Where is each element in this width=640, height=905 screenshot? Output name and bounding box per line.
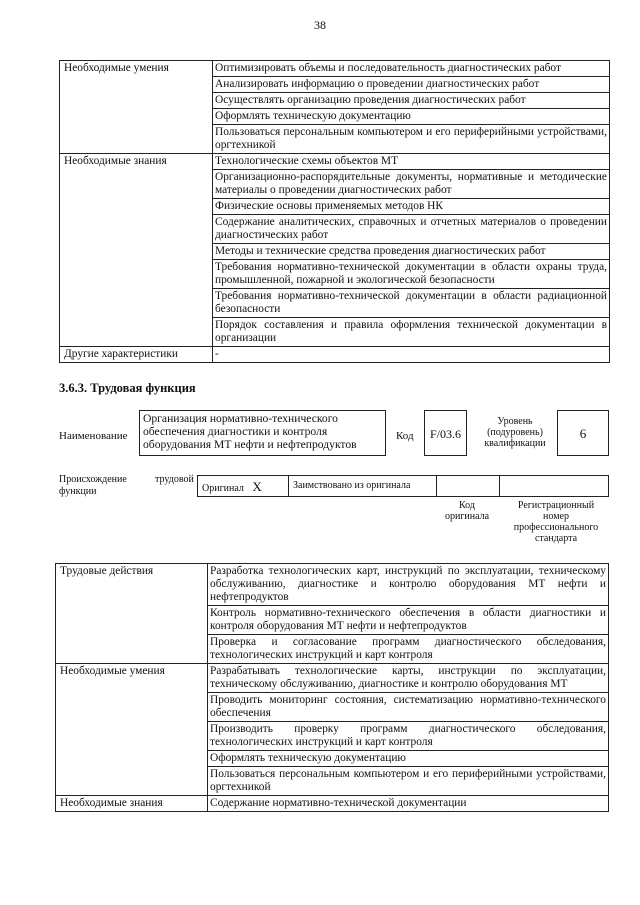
row-label: Необходимые знания <box>60 154 213 347</box>
origin-label-right: трудовой <box>155 474 194 485</box>
table-cell: Производить проверку программ диагностического обследования, технологических инструкций и карт контроля <box>208 722 609 751</box>
page-number: 38 <box>314 18 326 32</box>
level-box <box>557 410 609 456</box>
table-cell: Разработка технологических карт, инструкций по эксплуатации, техническому обслуживанию, диагностике и контролю оборудования МТ нефти и нефтепродуктов <box>208 564 609 606</box>
origin-label-bottom: функции <box>59 486 97 497</box>
table-cell: Физические основы применяемых методов НК <box>213 199 610 215</box>
row-label: Необходимые умения <box>60 61 213 154</box>
row-label: Другие характеристики <box>60 347 213 363</box>
level-label: Уровень (подуровень) квалификации <box>484 416 546 449</box>
origin-code-caption: Код оригинала <box>444 500 490 522</box>
table-row <box>60 154 610 170</box>
table-cell: Оформлять техническую документацию <box>213 109 610 125</box>
competency-table-1 <box>59 60 610 363</box>
code-value: F/03.6 <box>429 427 461 441</box>
table-cell: Методы и технические средства проведения диагностических работ <box>213 244 610 260</box>
table-cell: Пользоваться персональным компьютером и его периферийными устройствами, оргтехникой <box>213 125 610 154</box>
row-label: Трудовые действия <box>56 564 208 664</box>
table-cell: Оформлять техническую документацию <box>208 751 609 767</box>
level-value: 6 <box>579 426 587 441</box>
table-cell: Технологические схемы объектов МТ <box>213 154 610 170</box>
table-cell: - <box>213 347 610 363</box>
table-cell: Проверка и согласование программ диагностического обследования, технологических инструкций и карт контроля <box>208 635 609 664</box>
table-cell: Содержание нормативно-технической документации <box>208 796 609 812</box>
table-row <box>56 564 609 606</box>
row-label: Необходимые умения <box>56 664 208 796</box>
origin-borrowed-label: Заимствовано из оригинала <box>293 480 411 491</box>
origin-borrowed-cell <box>288 475 437 497</box>
table-cell: Анализировать информацию о проведении диагностических работ <box>213 77 610 93</box>
origin-reg-caption: Регистрационный номер профессионального стандарта <box>513 500 599 544</box>
table-cell: Требования нормативно-технической документации в области радиационной безопасности <box>213 289 610 318</box>
table-cell: Проводить мониторинг состояния, систематизацию нормативно-технического обеспечения <box>208 693 609 722</box>
origin-reg-cell <box>499 475 609 497</box>
section-title: 3.6.3. Трудовая функция <box>59 381 196 395</box>
table-cell: Организационно-распорядительные документы, нормативные и методические материалы о проведении диагностических работ <box>213 170 610 199</box>
table-row <box>60 347 610 363</box>
table-row <box>56 796 609 812</box>
code-label: Код <box>396 430 414 442</box>
table-row <box>60 61 610 77</box>
table-cell: Разрабатывать технологические карты, инструкции по эксплуатации, техническому обслуживанию, диагностике и контролю оборудования МТ <box>208 664 609 693</box>
table-row <box>56 664 609 693</box>
code-box <box>424 410 467 456</box>
table-cell: Оптимизировать объемы и последовательность диагностических работ <box>213 61 610 77</box>
origin-original-label: Оригинал <box>202 483 244 494</box>
table-cell: Пользоваться персональным компьютером и его периферийными устройствами, оргтехникой <box>208 767 609 796</box>
table-cell: Требования нормативно-технической документации в области охраны труда, промышленной, пожарной и экологической безопасности <box>213 260 610 289</box>
table-cell: Содержание аналитических, справочных и отчетных материалов о проведении диагностических работ <box>213 215 610 244</box>
function-name-box <box>139 410 386 456</box>
competency-table-2 <box>55 563 609 812</box>
function-name-value: Организация нормативно-технического обеспечения диагностики и контроля оборудования МТ нефти и нефтепродуктов <box>143 412 357 451</box>
origin-original-cell <box>197 475 289 497</box>
row-label: Необходимые знания <box>56 796 208 812</box>
origin-label-left: Происхождение <box>59 474 127 485</box>
origin-original-mark: X <box>252 479 262 494</box>
table-cell: Осуществлять организацию проведения диагностических работ <box>213 93 610 109</box>
name-label: Наименование <box>59 430 128 442</box>
table-cell: Контроль нормативно-технического обеспечения в области диагностики и контроля оборудования МТ нефти и нефтепродуктов <box>208 606 609 635</box>
table-cell: Порядок составления и правила оформления технической документации в организации <box>213 318 610 347</box>
origin-code-cell <box>436 475 500 497</box>
